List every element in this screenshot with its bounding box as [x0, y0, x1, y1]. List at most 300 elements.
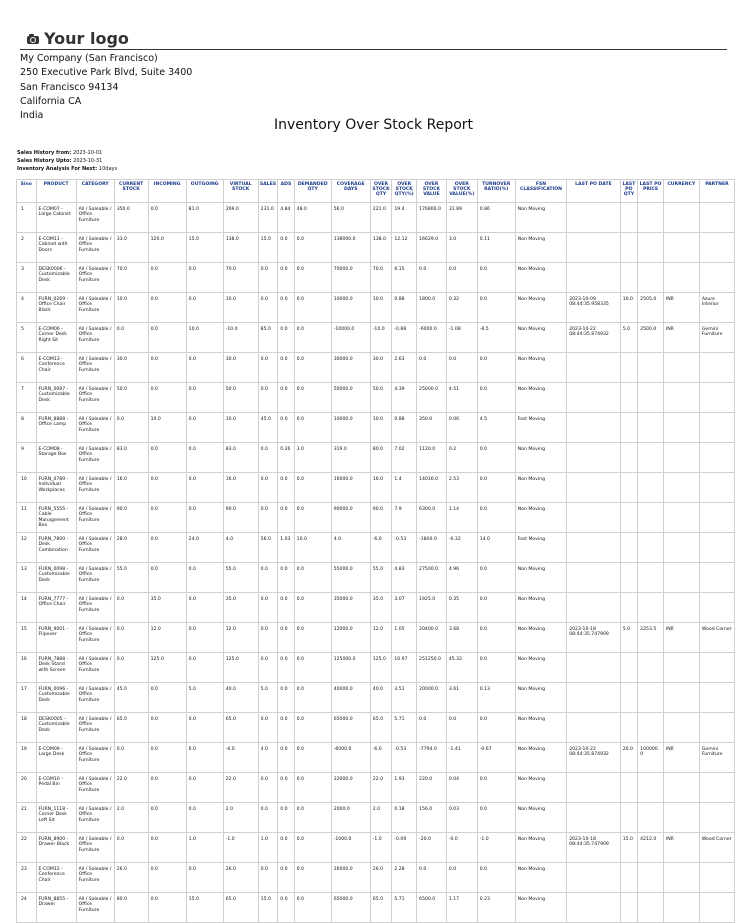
table-cell: 0.0: [186, 353, 223, 383]
table-cell: 24: [17, 893, 37, 923]
table-cell: 20: [17, 773, 37, 803]
table-cell: [620, 863, 637, 893]
table-cell: [663, 863, 699, 893]
table-cell: [699, 203, 734, 233]
table-cell: 138000.0: [331, 233, 370, 263]
table-cell: 100000.0: [638, 743, 664, 773]
table-cell: 0.0: [278, 683, 294, 713]
table-cell: 21: [17, 803, 37, 833]
table-cell: 0.06: [446, 413, 477, 443]
table-cell: 0.2: [446, 443, 477, 473]
table-cell: 0.0: [446, 863, 477, 893]
table-cell: 2023-10-18 08:44:35.747909: [567, 833, 620, 863]
table-cell: 0.0: [278, 833, 294, 863]
table-cell: 1.05: [392, 623, 417, 653]
table-cell: All / Saleable / Office Furniture: [76, 473, 114, 503]
table-cell: 65.0: [370, 713, 392, 743]
table-cell: [699, 473, 734, 503]
table-cell: [638, 773, 664, 803]
table-cell: [620, 473, 637, 503]
table-cell: All / Saleable / Office Furniture: [76, 443, 114, 473]
table-cell: [699, 893, 734, 923]
table-cell: 0.0: [148, 893, 186, 923]
company-name: My Company (San Francisco): [20, 53, 158, 64]
table-cell: FURN_0789 - Individual Workplaces: [36, 473, 76, 503]
table-cell: 0.0: [148, 263, 186, 293]
table-cell: 12.0: [370, 623, 392, 653]
table-cell: 40.0: [223, 683, 258, 713]
table-cell: 0.0: [278, 353, 294, 383]
table-cell: [699, 233, 734, 263]
table-row: [17, 803, 735, 833]
table-cell: E-COM12 - Conference Chair: [36, 863, 76, 893]
table-cell: Non Moving: [515, 443, 566, 473]
table-cell: 0.0: [258, 593, 278, 623]
table-cell: 231.0: [258, 203, 278, 233]
table-cell: 50000.0: [331, 383, 370, 413]
table-cell: 10: [17, 473, 37, 503]
table-cell: FURN_7777 - Office Chair: [36, 593, 76, 623]
table-cell: 0.0: [278, 653, 294, 683]
table-cell: 10.0: [148, 413, 186, 443]
table-cell: 65.0: [370, 893, 392, 923]
column-header: TURNOVER RATIO(%): [477, 180, 515, 203]
table-row: [17, 443, 735, 473]
table-cell: -1000.0: [331, 833, 370, 863]
table-cell: [567, 473, 620, 503]
table-cell: 4.84: [278, 203, 294, 233]
table-cell: 2023-10-22 08:44:35.874932: [567, 743, 620, 773]
table-cell: 0.0: [258, 623, 278, 653]
table-cell: [699, 803, 734, 833]
table-cell: [699, 383, 734, 413]
column-header: LAST PO DATE: [567, 180, 620, 203]
table-cell: 0.0: [258, 803, 278, 833]
table-cell: 0.0: [258, 503, 278, 533]
table-cell: [663, 773, 699, 803]
table-cell: 0.23: [477, 893, 515, 923]
table-cell: 30.0: [114, 353, 148, 383]
table-cell: [699, 653, 734, 683]
table-cell: [699, 503, 734, 533]
table-cell: 0.11: [477, 233, 515, 263]
table-cell: [567, 383, 620, 413]
table-cell: 2.63: [392, 353, 417, 383]
table-cell: [638, 353, 664, 383]
table-cell: FURN_7800 - Desk Combination: [36, 533, 76, 563]
table-cell: 0.13: [477, 683, 515, 713]
sales-history-from: Sales History from: 2023-10-01: [17, 150, 103, 156]
table-cell: 0.18: [392, 803, 417, 833]
table-cell: 45.0: [258, 413, 278, 443]
table-cell: 10000.0: [331, 293, 370, 323]
table-cell: FURN_7888 - Desk Stand with Screen: [36, 653, 76, 683]
table-cell: 0.0: [477, 353, 515, 383]
table-cell: 319.0: [331, 443, 370, 473]
table-cell: Non Moving: [515, 203, 566, 233]
table-cell: 56.0: [331, 203, 370, 233]
table-cell: 0.0: [186, 293, 223, 323]
table-cell: 12.12: [392, 233, 417, 263]
table-cell: 0.0: [477, 653, 515, 683]
table-cell: [638, 563, 664, 593]
table-cell: 2000.0: [331, 803, 370, 833]
table-row: [17, 473, 735, 503]
table-cell: 8: [17, 413, 37, 443]
table-cell: 0.0: [258, 383, 278, 413]
table-cell: 0.0: [148, 383, 186, 413]
table-cell: 0.0: [294, 293, 331, 323]
table-cell: 65.0: [114, 713, 148, 743]
table-row: [17, 563, 735, 593]
table-cell: -10.0: [223, 323, 258, 353]
column-header: SALES: [258, 180, 278, 203]
table-cell: 0.0: [148, 683, 186, 713]
table-cell: 0.0: [114, 593, 148, 623]
table-cell: Gemini Furniture: [699, 743, 734, 773]
table-cell: INR: [663, 833, 699, 863]
table-cell: Azure Interior: [699, 293, 734, 323]
table-cell: 10.0: [294, 533, 331, 563]
table-cell: 0.0: [417, 863, 447, 893]
table-cell: 50.0: [114, 383, 148, 413]
table-cell: 0.0: [148, 533, 186, 563]
table-cell: [620, 353, 637, 383]
table-cell: 5.0: [620, 623, 637, 653]
table-row: [17, 863, 735, 893]
table-cell: [620, 383, 637, 413]
table-cell: 12000.0: [331, 623, 370, 653]
table-cell: 0.0: [258, 443, 278, 473]
table-cell: 0.0: [278, 803, 294, 833]
table-cell: 16.0: [114, 473, 148, 503]
table-cell: Non Moving: [515, 323, 566, 353]
table-cell: 0.0: [148, 503, 186, 533]
report-title: Inventory Over Stock Report: [273, 117, 474, 133]
table-cell: [620, 413, 637, 443]
table-cell: [567, 803, 620, 833]
address-state: California CA: [20, 95, 82, 107]
table-cell: 0.0: [258, 713, 278, 743]
table-cell: 0.0: [114, 653, 148, 683]
table-cell: INR: [663, 323, 699, 353]
table-cell: 12.0: [223, 623, 258, 653]
table-cell: All / Saleable / Office Furniture: [76, 413, 114, 443]
table-cell: 18: [17, 713, 37, 743]
table-cell: 0.0: [186, 803, 223, 833]
table-cell: 0.0: [148, 713, 186, 743]
table-cell: 0.0: [186, 563, 223, 593]
table-cell: 350.0: [417, 413, 447, 443]
table-cell: -1.0: [223, 833, 258, 863]
table-cell: 120.0: [148, 233, 186, 263]
table-cell: -6.0: [370, 533, 392, 563]
table-cell: 0.0: [114, 743, 148, 773]
table-cell: All / Saleable / Office Furniture: [76, 503, 114, 533]
column-header: INCOMING: [148, 180, 186, 203]
table-cell: 10.0: [114, 293, 148, 323]
table-cell: 48.0: [294, 203, 331, 233]
table-cell: 0.32: [446, 293, 477, 323]
table-cell: 6.0: [186, 743, 223, 773]
table-cell: [567, 503, 620, 533]
table-cell: 0.0: [294, 833, 331, 863]
table-cell: [663, 503, 699, 533]
table-cell: 22000.0: [331, 773, 370, 803]
table-cell: 0.0: [258, 773, 278, 803]
table-cell: [567, 683, 620, 713]
table-cell: 15.0: [186, 233, 223, 263]
table-cell: 0.0: [446, 263, 477, 293]
table-cell: [567, 653, 620, 683]
table-cell: Non Moving: [515, 893, 566, 923]
table-cell: 40.0: [370, 683, 392, 713]
table-cell: 0.0: [477, 863, 515, 893]
table-cell: [620, 893, 637, 923]
table-cell: 7: [17, 383, 37, 413]
table-row: [17, 203, 735, 233]
table-row: [17, 713, 735, 743]
table-cell: 35.0: [223, 593, 258, 623]
table-cell: 14.0: [477, 533, 515, 563]
table-cell: 90.0: [114, 503, 148, 533]
table-cell: 90000.0: [331, 503, 370, 533]
table-cell: 0.0: [477, 713, 515, 743]
table-cell: 0.0: [446, 353, 477, 383]
table-cell: 0.0: [258, 263, 278, 293]
table-cell: 5.0: [620, 323, 637, 353]
report-parameters: [17, 149, 117, 173]
table-cell: 1120.0: [417, 443, 447, 473]
table-cell: 0.0: [294, 653, 331, 683]
table-cell: Non Moving: [515, 293, 566, 323]
table-cell: [620, 803, 637, 833]
table-cell: 0.04: [446, 773, 477, 803]
table-cell: 2.0: [370, 803, 392, 833]
table-header-row: [17, 180, 735, 203]
table-cell: 0.0: [186, 383, 223, 413]
table-cell: -10000.0: [331, 323, 370, 353]
table-cell: 0.0: [278, 233, 294, 263]
table-cell: 30000.0: [331, 353, 370, 383]
table-cell: 6300.0: [417, 503, 447, 533]
table-cell: [663, 683, 699, 713]
table-cell: Non Moving: [515, 863, 566, 893]
table-cell: 12.0: [148, 623, 186, 653]
table-cell: 55.0: [370, 563, 392, 593]
table-cell: 0.0: [294, 713, 331, 743]
table-cell: 0.0: [417, 263, 447, 293]
column-header: OVER STOCK QTY(%): [392, 180, 417, 203]
table-cell: 22.0: [114, 773, 148, 803]
table-cell: 0.0: [148, 293, 186, 323]
column-header: Sino: [17, 180, 37, 203]
table-cell: [638, 473, 664, 503]
table-cell: 2500.0: [638, 323, 664, 353]
table-cell: 45.32: [446, 653, 477, 683]
table-cell: 0.0: [477, 443, 515, 473]
table-cell: Non Moving: [515, 833, 566, 863]
table-cell: 5.0: [186, 683, 223, 713]
table-cell: Non Moving: [515, 563, 566, 593]
column-header: PARTNER: [699, 180, 734, 203]
table-cell: [567, 203, 620, 233]
table-cell: 0.0: [148, 203, 186, 233]
table-cell: 20000.0: [417, 683, 447, 713]
table-cell: [638, 653, 664, 683]
table-cell: 0.0: [278, 713, 294, 743]
table-cell: 0.0: [278, 413, 294, 443]
table-cell: [663, 233, 699, 263]
table-cell: 0.0: [186, 263, 223, 293]
table-cell: [663, 203, 699, 233]
table-cell: -6.0: [370, 743, 392, 773]
table-cell: 0.0: [278, 293, 294, 323]
table-row: [17, 773, 735, 803]
table-cell: E-COM09 - Large Desk: [36, 743, 76, 773]
table-cell: 0.0: [114, 833, 148, 863]
column-header: PRODUCT: [36, 180, 76, 203]
table-cell: 0.86: [477, 203, 515, 233]
table-cell: 0.0: [278, 503, 294, 533]
table-cell: 0.0: [114, 323, 148, 353]
table-cell: 0.0: [186, 503, 223, 533]
table-cell: [638, 593, 664, 623]
table-cell: Wood Corner: [699, 623, 734, 653]
table-cell: 0.0: [148, 353, 186, 383]
table-cell: 2505.0: [638, 293, 664, 323]
table-row: [17, 503, 735, 533]
table-cell: 0.0: [258, 293, 278, 323]
table-cell: 0.0: [114, 413, 148, 443]
inventory-table: [16, 179, 735, 923]
table-cell: 35.0: [148, 593, 186, 623]
table-cell: 0.0: [294, 383, 331, 413]
table-cell: All / Saleable / Office Furniture: [76, 653, 114, 683]
table-cell: 0.0: [417, 353, 447, 383]
table-cell: All / Saleable / Office Furniture: [76, 773, 114, 803]
table-cell: 22.0: [223, 773, 258, 803]
table-cell: 0.88: [392, 413, 417, 443]
table-cell: [663, 413, 699, 443]
table-cell: 0.0: [148, 563, 186, 593]
table-cell: All / Saleable / Office Furniture: [76, 893, 114, 923]
table-cell: 70.0: [114, 263, 148, 293]
table-cell: 28.0: [114, 533, 148, 563]
table-cell: 1.93: [392, 773, 417, 803]
table-cell: 3.0: [446, 233, 477, 263]
table-cell: 0.0: [477, 263, 515, 293]
table-cell: 81.0: [186, 203, 223, 233]
table-cell: 0.0: [148, 803, 186, 833]
table-cell: 19: [17, 743, 37, 773]
table-cell: [567, 773, 620, 803]
column-header: OVER STOCK QTY: [370, 180, 392, 203]
table-cell: 1.03: [278, 533, 294, 563]
table-cell: 5.0: [258, 683, 278, 713]
table-cell: [699, 263, 734, 293]
table-cell: 3.68: [446, 623, 477, 653]
table-cell: Non Moving: [515, 353, 566, 383]
table-cell: [699, 863, 734, 893]
table-cell: 0.0: [294, 263, 331, 293]
table-cell: 0.0: [258, 653, 278, 683]
table-cell: 0.0: [294, 623, 331, 653]
table-cell: 70.0: [223, 263, 258, 293]
table-cell: 6.15: [392, 263, 417, 293]
table-cell: 0.0: [294, 473, 331, 503]
table-cell: 4.39: [392, 383, 417, 413]
table-cell: 0.0: [477, 773, 515, 803]
table-cell: 55.0: [114, 563, 148, 593]
table-cell: FURN_1118 - Corner Desk Left Sit: [36, 803, 76, 833]
table-cell: FURN_8888 - Office Lamp: [36, 413, 76, 443]
table-cell: 45.0: [114, 683, 148, 713]
column-header: CURRENCY: [663, 180, 699, 203]
table-cell: 138.0: [370, 233, 392, 263]
table-cell: 0.0: [186, 473, 223, 503]
table-cell: E-COM11 - Cabinet with Doors: [36, 233, 76, 263]
table-cell: 0.0: [148, 773, 186, 803]
table-cell: 0.0: [294, 563, 331, 593]
table-cell: 80.0: [370, 443, 392, 473]
table-cell: All / Saleable / Office Furniture: [76, 533, 114, 563]
table-cell: Non Moving: [515, 773, 566, 803]
table-cell: 0.0: [186, 593, 223, 623]
table-cell: 0.0: [114, 623, 148, 653]
table-cell: [567, 263, 620, 293]
table-cell: 16629.0: [417, 233, 447, 263]
table-cell: INR: [663, 743, 699, 773]
table-cell: Gemini Furniture: [699, 323, 734, 353]
table-cell: -10.0: [370, 323, 392, 353]
table-cell: [638, 683, 664, 713]
table-cell: [638, 803, 664, 833]
address-city: San Francisco 94134: [20, 81, 119, 93]
table-cell: 13: [17, 563, 37, 593]
table-cell: [663, 653, 699, 683]
table-cell: 15.0: [620, 833, 637, 863]
table-cell: 0.0: [186, 863, 223, 893]
table-cell: 0.0: [148, 443, 186, 473]
table-row: [17, 683, 735, 713]
table-cell: 0.0: [186, 413, 223, 443]
table-cell: 25000.0: [417, 383, 447, 413]
table-cell: 1.4: [392, 473, 417, 503]
table-cell: 1.17: [446, 893, 477, 923]
table-cell: [567, 593, 620, 623]
table-cell: 10.0: [223, 413, 258, 443]
table-cell: -6.0: [223, 743, 258, 773]
table-cell: -0.32: [446, 533, 477, 563]
table-cell: INR: [663, 293, 699, 323]
table-cell: [638, 863, 664, 893]
table-cell: [663, 473, 699, 503]
column-header: CURRENT STOCK: [114, 180, 148, 203]
table-cell: All / Saleable / Office Furniture: [76, 563, 114, 593]
company-address: [20, 52, 192, 123]
table-cell: 4.0: [331, 533, 370, 563]
table-cell: [663, 713, 699, 743]
table-cell: 26.0: [223, 863, 258, 893]
table-cell: 0.0: [278, 863, 294, 893]
table-body: [17, 203, 735, 923]
table-cell: 90.0: [223, 503, 258, 533]
table-cell: 125.0: [370, 653, 392, 683]
table-cell: 0.0: [294, 773, 331, 803]
table-cell: 4.0: [223, 533, 258, 563]
table-cell: 19.4: [392, 203, 417, 233]
